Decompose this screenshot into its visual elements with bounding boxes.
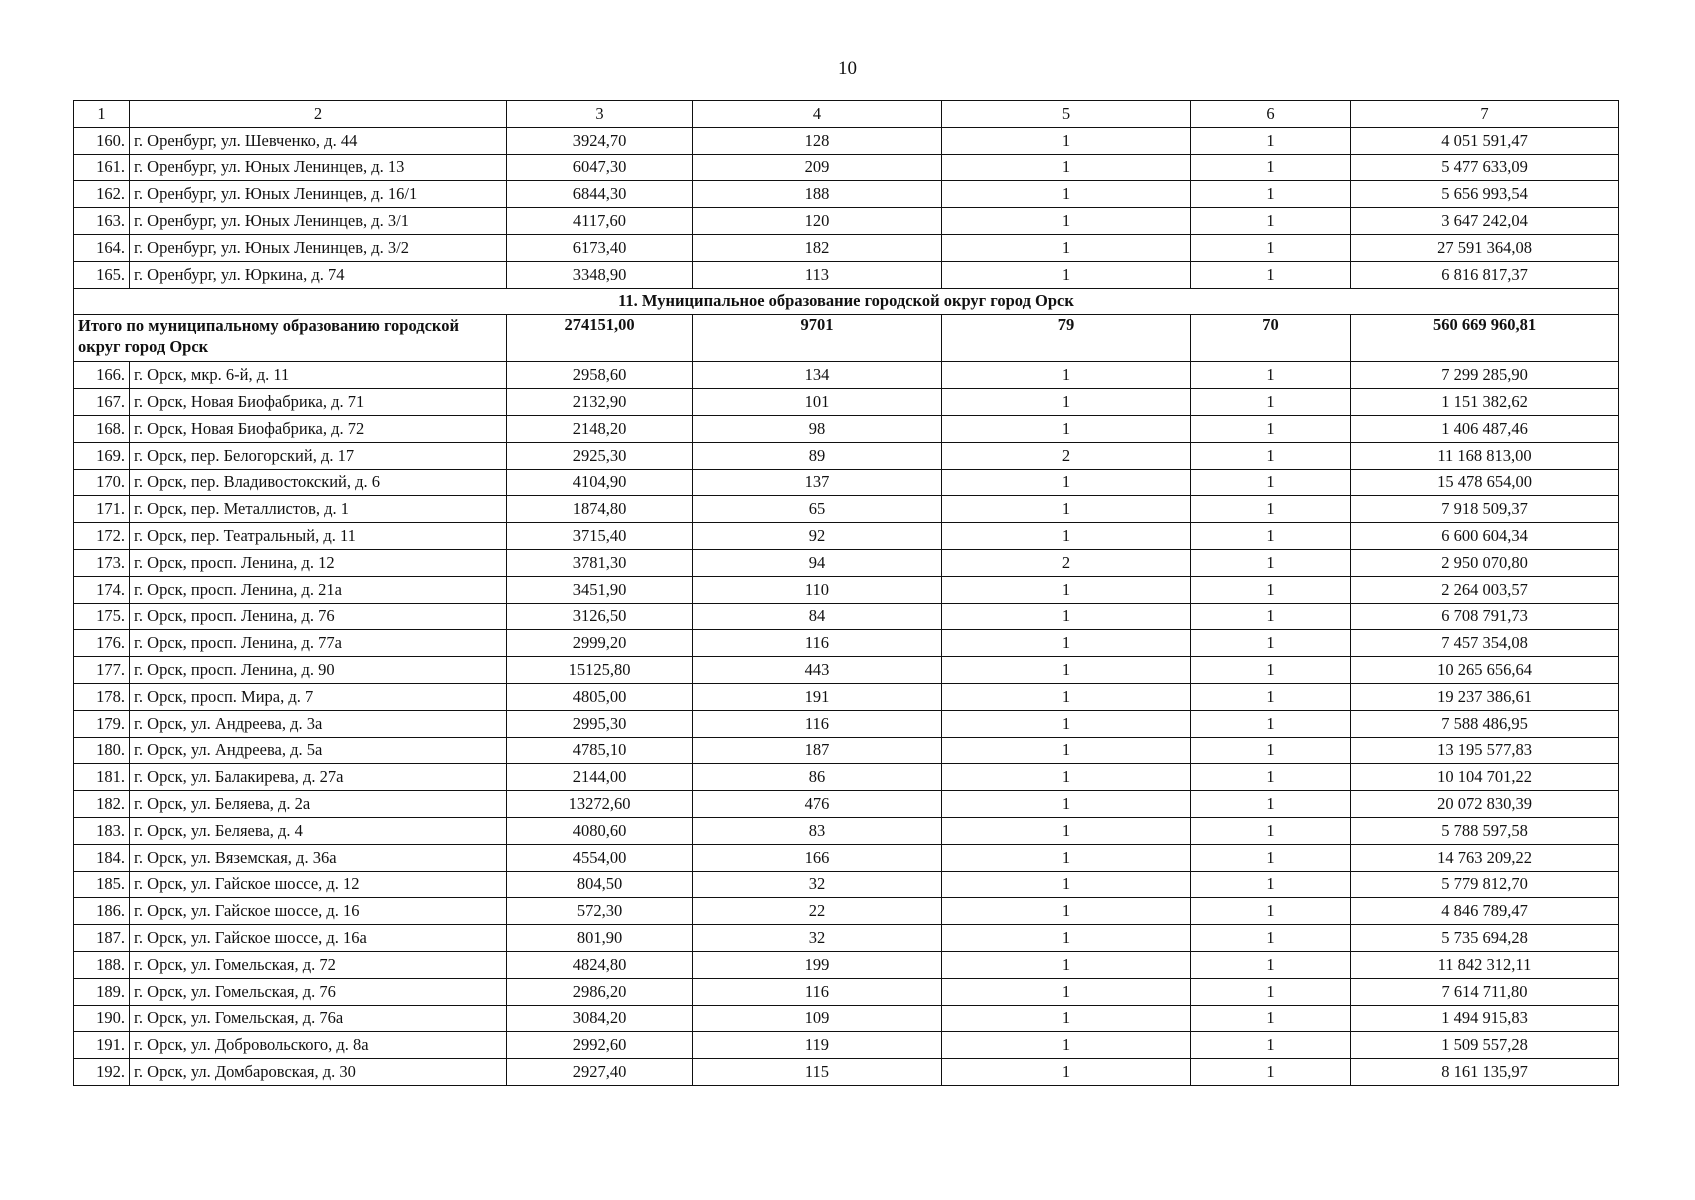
amount: 1 494 915,83 [1351, 1005, 1619, 1032]
section-title: 11. Муниципальное образование городской округ город Орск [74, 288, 1619, 315]
amount: 11 168 813,00 [1351, 442, 1619, 469]
area: 6844,30 [507, 181, 693, 208]
col6-value: 1 [1191, 154, 1351, 181]
col4-value: 116 [693, 710, 942, 737]
area: 15125,80 [507, 657, 693, 684]
area: 2132,90 [507, 389, 693, 416]
table-row [74, 523, 1619, 550]
area: 4080,60 [507, 817, 693, 844]
col5-value: 1 [942, 603, 1191, 630]
table-row [74, 1059, 1619, 1086]
col5-value: 1 [942, 1032, 1191, 1059]
address: г. Орск, ул. Гомельская, д. 76а [130, 1005, 507, 1032]
address: г. Оренбург, ул. Юных Ленинцев, д. 3/1 [130, 208, 507, 235]
area: 4824,80 [507, 951, 693, 978]
col4-value: 94 [693, 549, 942, 576]
col4-value: 209 [693, 154, 942, 181]
area: 6173,40 [507, 234, 693, 261]
table-row [74, 737, 1619, 764]
col5-value: 1 [942, 1005, 1191, 1032]
col5-value: 1 [942, 389, 1191, 416]
row-number: 173. [74, 549, 130, 576]
column-header: 6 [1191, 101, 1351, 128]
amount: 4 051 591,47 [1351, 127, 1619, 154]
amount: 20 072 830,39 [1351, 791, 1619, 818]
table-row [74, 657, 1619, 684]
col6-value: 1 [1191, 234, 1351, 261]
col6-value: 1 [1191, 549, 1351, 576]
col6-value: 1 [1191, 523, 1351, 550]
row-number: 175. [74, 603, 130, 630]
amount: 14 763 209,22 [1351, 844, 1619, 871]
address: г. Орск, ул. Вяземская, д. 36а [130, 844, 507, 871]
col5-value: 1 [942, 898, 1191, 925]
row-number: 162. [74, 181, 130, 208]
col5-value: 2 [942, 442, 1191, 469]
address: г. Орск, ул. Гайское шоссе, д. 16а [130, 925, 507, 952]
col4-value: 113 [693, 261, 942, 288]
address: г. Орск, ул. Гомельская, д. 76 [130, 978, 507, 1005]
table-row [74, 951, 1619, 978]
col4-value: 98 [693, 415, 942, 442]
amount: 27 591 364,08 [1351, 234, 1619, 261]
table-row [74, 1032, 1619, 1059]
col4-value: 199 [693, 951, 942, 978]
col4-value: 116 [693, 978, 942, 1005]
col6-value: 1 [1191, 389, 1351, 416]
area: 3084,20 [507, 1005, 693, 1032]
column-header: 5 [942, 101, 1191, 128]
col5-value: 1 [942, 154, 1191, 181]
header-row [74, 101, 1619, 128]
col6-value: 1 [1191, 817, 1351, 844]
col6-value: 1 [1191, 415, 1351, 442]
col6-value: 1 [1191, 469, 1351, 496]
row-number: 177. [74, 657, 130, 684]
col6-value: 1 [1191, 683, 1351, 710]
row-number: 185. [74, 871, 130, 898]
col6-value: 1 [1191, 1032, 1351, 1059]
address: г. Орск, мкр. 6-й, д. 11 [130, 362, 507, 389]
area: 2148,20 [507, 415, 693, 442]
address: г. Орск, ул. Гайское шоссе, д. 16 [130, 898, 507, 925]
address: г. Оренбург, ул. Юных Ленинцев, д. 3/2 [130, 234, 507, 261]
amount: 7 457 354,08 [1351, 630, 1619, 657]
table-row [74, 683, 1619, 710]
col5-value: 1 [942, 764, 1191, 791]
col5-value: 1 [942, 496, 1191, 523]
amount: 15 478 654,00 [1351, 469, 1619, 496]
col4-value: 101 [693, 389, 942, 416]
area: 572,30 [507, 898, 693, 925]
rows-after-section [74, 362, 1619, 1086]
area: 6047,30 [507, 154, 693, 181]
address: г. Орск, Новая Биофабрика, д. 71 [130, 389, 507, 416]
row-number: 167. [74, 389, 130, 416]
col4-value: 182 [693, 234, 942, 261]
table-row [74, 817, 1619, 844]
address: г. Орск, пер. Металлистов, д. 1 [130, 496, 507, 523]
col6-value: 1 [1191, 181, 1351, 208]
row-number: 178. [74, 683, 130, 710]
col5-value: 1 [942, 181, 1191, 208]
amount: 4 846 789,47 [1351, 898, 1619, 925]
table-row [74, 469, 1619, 496]
row-number: 190. [74, 1005, 130, 1032]
row-number: 192. [74, 1059, 130, 1086]
area: 2999,20 [507, 630, 693, 657]
address: г. Орск, Новая Биофабрика, д. 72 [130, 415, 507, 442]
row-number: 176. [74, 630, 130, 657]
total-label: Итого по муниципальному образованию городской округ город Орск [74, 315, 507, 362]
address: г. Орск, просп. Ленина, д. 90 [130, 657, 507, 684]
col4-value: 22 [693, 898, 942, 925]
col4-value: 187 [693, 737, 942, 764]
col6-value: 1 [1191, 261, 1351, 288]
col4-value: 120 [693, 208, 942, 235]
table-row [74, 154, 1619, 181]
col4-value: 134 [693, 362, 942, 389]
row-number: 166. [74, 362, 130, 389]
col6-value: 1 [1191, 496, 1351, 523]
page-number: 10 [838, 58, 857, 79]
row-number: 191. [74, 1032, 130, 1059]
col6-value: 1 [1191, 630, 1351, 657]
address: г. Орск, ул. Беляева, д. 2а [130, 791, 507, 818]
col6-value: 1 [1191, 442, 1351, 469]
area: 2958,60 [507, 362, 693, 389]
col4-value: 84 [693, 603, 942, 630]
address: г. Оренбург, ул. Юркина, д. 74 [130, 261, 507, 288]
col4-value: 65 [693, 496, 942, 523]
table-row [74, 978, 1619, 1005]
amount: 1 509 557,28 [1351, 1032, 1619, 1059]
col6-value: 1 [1191, 951, 1351, 978]
area: 2927,40 [507, 1059, 693, 1086]
total-col5: 79 [942, 315, 1191, 362]
table-row [74, 181, 1619, 208]
col4-value: 443 [693, 657, 942, 684]
col6-value: 1 [1191, 603, 1351, 630]
amount: 13 195 577,83 [1351, 737, 1619, 764]
address: г. Орск, ул. Добровольского, д. 8а [130, 1032, 507, 1059]
row-number: 171. [74, 496, 130, 523]
col6-value: 1 [1191, 925, 1351, 952]
area: 3451,90 [507, 576, 693, 603]
address: г. Орск, просп. Ленина, д. 21а [130, 576, 507, 603]
col6-value: 1 [1191, 576, 1351, 603]
address: г. Оренбург, ул. Юных Ленинцев, д. 16/1 [130, 181, 507, 208]
table-row [74, 362, 1619, 389]
column-header: 7 [1351, 101, 1619, 128]
address: г. Орск, ул. Беляева, д. 4 [130, 817, 507, 844]
area: 4785,10 [507, 737, 693, 764]
col5-value: 1 [942, 871, 1191, 898]
col6-value: 1 [1191, 871, 1351, 898]
row-number: 183. [74, 817, 130, 844]
area: 2992,60 [507, 1032, 693, 1059]
col5-value: 1 [942, 523, 1191, 550]
table-row [74, 234, 1619, 261]
area: 3348,90 [507, 261, 693, 288]
rows-before-section [74, 127, 1619, 288]
col5-value: 1 [942, 576, 1191, 603]
address: г. Орск, пер. Театральный, д. 11 [130, 523, 507, 550]
amount: 3 647 242,04 [1351, 208, 1619, 235]
section-title-row [74, 288, 1619, 315]
col4-value: 128 [693, 127, 942, 154]
table-row [74, 127, 1619, 154]
table-row [74, 764, 1619, 791]
area: 804,50 [507, 871, 693, 898]
area: 4554,00 [507, 844, 693, 871]
area: 3715,40 [507, 523, 693, 550]
col6-value: 1 [1191, 844, 1351, 871]
column-header: 2 [130, 101, 507, 128]
table-row [74, 442, 1619, 469]
col5-value: 1 [942, 261, 1191, 288]
table-row [74, 549, 1619, 576]
table-row [74, 844, 1619, 871]
area: 4117,60 [507, 208, 693, 235]
address: г. Орск, просп. Мира, д. 7 [130, 683, 507, 710]
address: г. Орск, ул. Балакирева, д. 27а [130, 764, 507, 791]
row-number: 165. [74, 261, 130, 288]
col6-value: 1 [1191, 127, 1351, 154]
address: г. Орск, ул. Андреева, д. 3а [130, 710, 507, 737]
col4-value: 476 [693, 791, 942, 818]
total-area: 274151,00 [507, 315, 693, 362]
col5-value: 1 [942, 362, 1191, 389]
row-number: 169. [74, 442, 130, 469]
amount: 2 264 003,57 [1351, 576, 1619, 603]
column-header: 3 [507, 101, 693, 128]
row-number: 189. [74, 978, 130, 1005]
col4-value: 83 [693, 817, 942, 844]
col5-value: 1 [942, 710, 1191, 737]
table-row [74, 415, 1619, 442]
row-number: 170. [74, 469, 130, 496]
col5-value: 1 [942, 791, 1191, 818]
row-number: 180. [74, 737, 130, 764]
col5-value: 1 [942, 683, 1191, 710]
row-number: 182. [74, 791, 130, 818]
col5-value: 1 [942, 817, 1191, 844]
row-number: 179. [74, 710, 130, 737]
col5-value: 1 [942, 737, 1191, 764]
data-table [73, 100, 1619, 1086]
col5-value: 1 [942, 415, 1191, 442]
table-row [74, 496, 1619, 523]
col4-value: 89 [693, 442, 942, 469]
row-number: 188. [74, 951, 130, 978]
area: 3781,30 [507, 549, 693, 576]
col6-value: 1 [1191, 710, 1351, 737]
area: 2144,00 [507, 764, 693, 791]
col4-value: 92 [693, 523, 942, 550]
row-number: 161. [74, 154, 130, 181]
col6-value: 1 [1191, 362, 1351, 389]
table-row [74, 1005, 1619, 1032]
column-header: 4 [693, 101, 942, 128]
area: 801,90 [507, 925, 693, 952]
col5-value: 1 [942, 127, 1191, 154]
col5-value: 1 [942, 630, 1191, 657]
area: 3126,50 [507, 603, 693, 630]
col5-value: 2 [942, 549, 1191, 576]
address: г. Оренбург, ул. Юных Ленинцев, д. 13 [130, 154, 507, 181]
area: 2995,30 [507, 710, 693, 737]
address: г. Орск, пер. Владивостокский, д. 6 [130, 469, 507, 496]
amount: 10 104 701,22 [1351, 764, 1619, 791]
col4-value: 116 [693, 630, 942, 657]
table-row [74, 208, 1619, 235]
amount: 5 477 633,09 [1351, 154, 1619, 181]
row-number: 174. [74, 576, 130, 603]
row-number: 181. [74, 764, 130, 791]
amount: 5 779 812,70 [1351, 871, 1619, 898]
amount: 1 151 382,62 [1351, 389, 1619, 416]
table-row [74, 925, 1619, 952]
address: г. Орск, ул. Андреева, д. 5а [130, 737, 507, 764]
amount: 19 237 386,61 [1351, 683, 1619, 710]
col6-value: 1 [1191, 1005, 1351, 1032]
col5-value: 1 [942, 844, 1191, 871]
col5-value: 1 [942, 208, 1191, 235]
total-col4: 9701 [693, 315, 942, 362]
col6-value: 1 [1191, 1059, 1351, 1086]
table-row [74, 603, 1619, 630]
row-number: 186. [74, 898, 130, 925]
col5-value: 1 [942, 925, 1191, 952]
amount: 10 265 656,64 [1351, 657, 1619, 684]
area: 4104,90 [507, 469, 693, 496]
address: г. Орск, ул. Домбаровская, д. 30 [130, 1059, 507, 1086]
col4-value: 166 [693, 844, 942, 871]
amount: 1 406 487,46 [1351, 415, 1619, 442]
amount: 7 299 285,90 [1351, 362, 1619, 389]
table-row [74, 576, 1619, 603]
amount: 5 788 597,58 [1351, 817, 1619, 844]
col5-value: 1 [942, 657, 1191, 684]
area: 1874,80 [507, 496, 693, 523]
address: г. Орск, ул. Гомельская, д. 72 [130, 951, 507, 978]
col6-value: 1 [1191, 898, 1351, 925]
address: г. Орск, просп. Ленина, д. 76 [130, 603, 507, 630]
col6-value: 1 [1191, 791, 1351, 818]
amount: 2 950 070,80 [1351, 549, 1619, 576]
address: г. Оренбург, ул. Шевченко, д. 44 [130, 127, 507, 154]
col4-value: 86 [693, 764, 942, 791]
column-header: 1 [74, 101, 130, 128]
total-sum: 560 669 960,81 [1351, 315, 1619, 362]
col5-value: 1 [942, 978, 1191, 1005]
area: 3924,70 [507, 127, 693, 154]
amount: 7 588 486,95 [1351, 710, 1619, 737]
table-row [74, 389, 1619, 416]
col4-value: 109 [693, 1005, 942, 1032]
amount: 5 735 694,28 [1351, 925, 1619, 952]
amount: 7 918 509,37 [1351, 496, 1619, 523]
amount: 6 816 817,37 [1351, 261, 1619, 288]
col5-value: 1 [942, 469, 1191, 496]
col4-value: 32 [693, 925, 942, 952]
row-number: 164. [74, 234, 130, 261]
row-number: 172. [74, 523, 130, 550]
col5-value: 1 [942, 951, 1191, 978]
col4-value: 191 [693, 683, 942, 710]
col4-value: 188 [693, 181, 942, 208]
col6-value: 1 [1191, 657, 1351, 684]
address: г. Орск, просп. Ленина, д. 77а [130, 630, 507, 657]
col5-value: 1 [942, 234, 1191, 261]
row-number: 184. [74, 844, 130, 871]
table-row [74, 261, 1619, 288]
col4-value: 137 [693, 469, 942, 496]
amount: 11 842 312,11 [1351, 951, 1619, 978]
col5-value: 1 [942, 1059, 1191, 1086]
section-block [74, 288, 1619, 362]
address: г. Орск, ул. Гайское шоссе, д. 12 [130, 871, 507, 898]
total-row [74, 315, 1619, 362]
amount: 6 708 791,73 [1351, 603, 1619, 630]
row-number: 168. [74, 415, 130, 442]
address: г. Орск, просп. Ленина, д. 12 [130, 549, 507, 576]
col4-value: 115 [693, 1059, 942, 1086]
amount: 8 161 135,97 [1351, 1059, 1619, 1086]
area: 2986,20 [507, 978, 693, 1005]
amount: 5 656 993,54 [1351, 181, 1619, 208]
area: 4805,00 [507, 683, 693, 710]
row-number: 160. [74, 127, 130, 154]
total-col6: 70 [1191, 315, 1351, 362]
area: 13272,60 [507, 791, 693, 818]
amount: 6 600 604,34 [1351, 523, 1619, 550]
col6-value: 1 [1191, 978, 1351, 1005]
col4-value: 119 [693, 1032, 942, 1059]
col6-value: 1 [1191, 737, 1351, 764]
col4-value: 110 [693, 576, 942, 603]
col6-value: 1 [1191, 764, 1351, 791]
amount: 7 614 711,80 [1351, 978, 1619, 1005]
table-row [74, 898, 1619, 925]
col4-value: 32 [693, 871, 942, 898]
col6-value: 1 [1191, 208, 1351, 235]
table-row [74, 630, 1619, 657]
row-number: 163. [74, 208, 130, 235]
table-row [74, 871, 1619, 898]
table-row [74, 710, 1619, 737]
row-number: 187. [74, 925, 130, 952]
table-row [74, 791, 1619, 818]
address: г. Орск, пер. Белогорский, д. 17 [130, 442, 507, 469]
area: 2925,30 [507, 442, 693, 469]
